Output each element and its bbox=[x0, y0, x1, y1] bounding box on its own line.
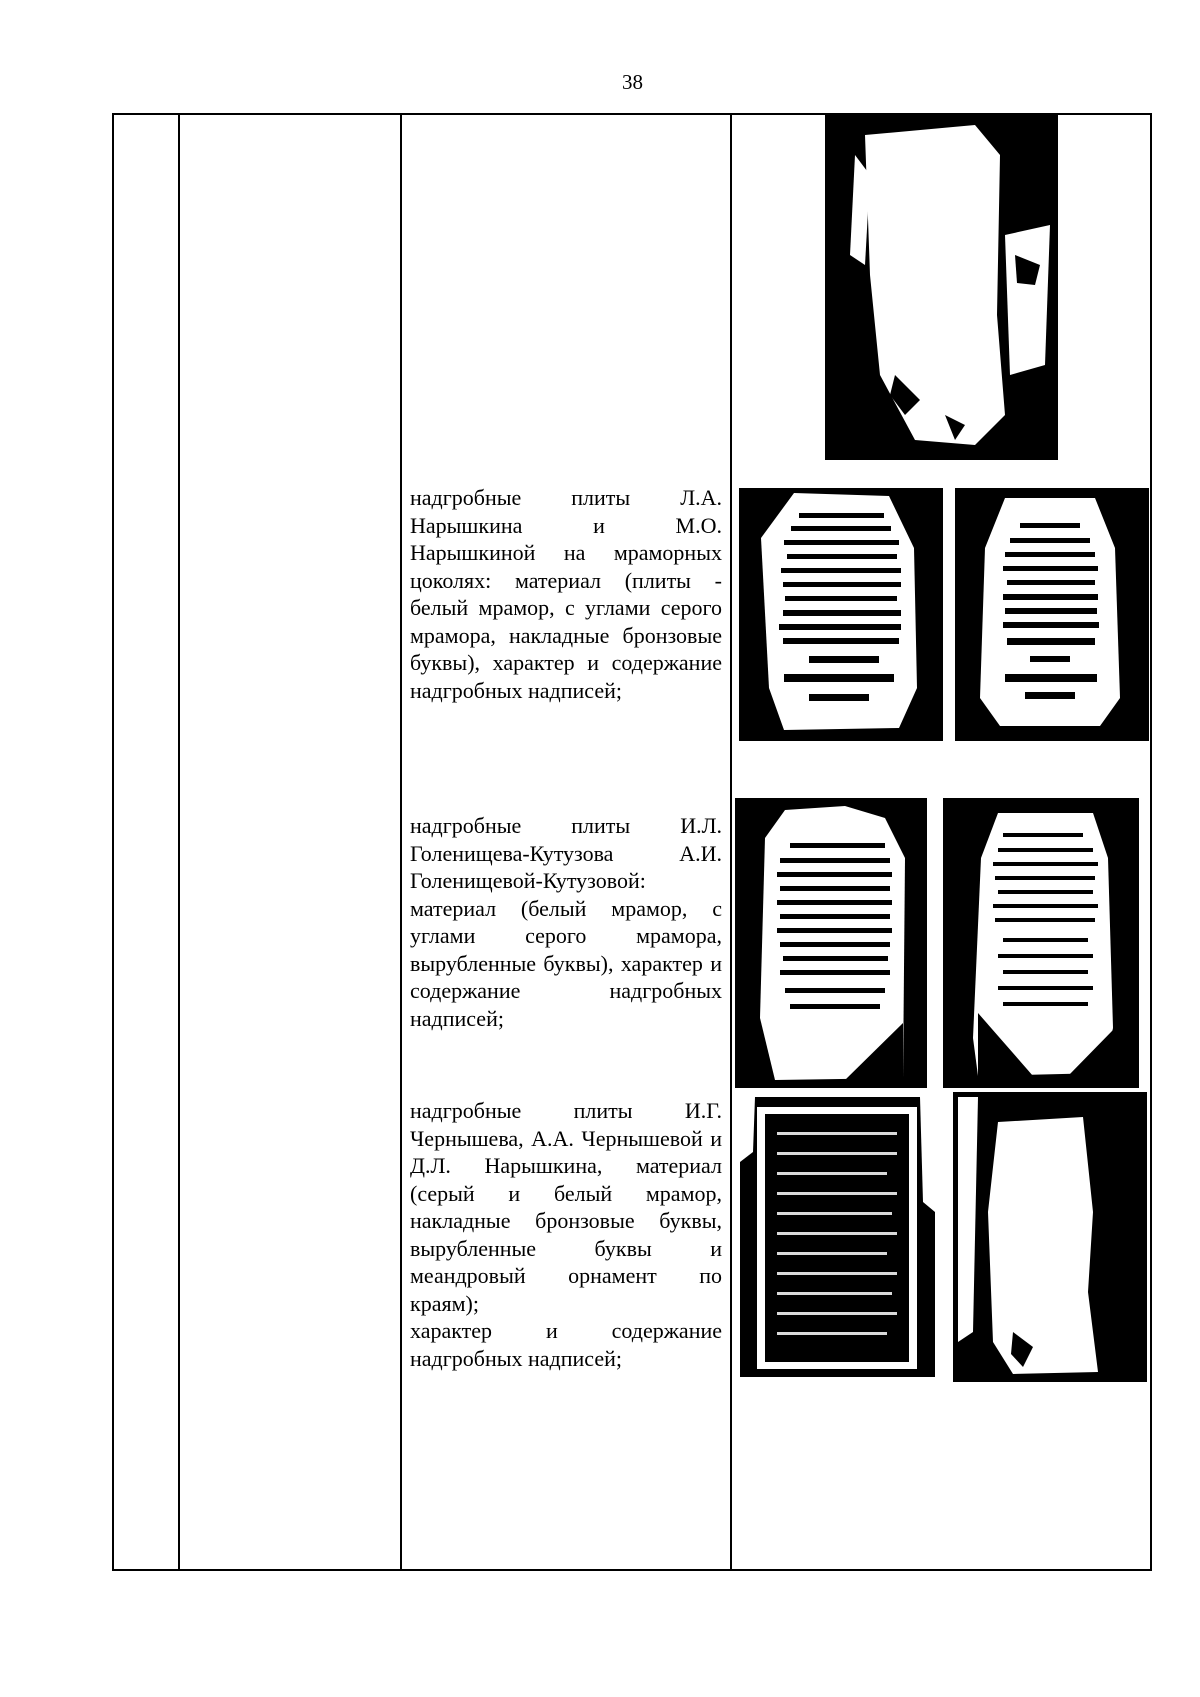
entry-text: надгробные плиты Л.А. Нарышкина и М.О. Нарышкиной на мраморных цоколях: материал (плиты - белый мрамор, с углами серого мрамора, накладные бронзовые буквы), характер и содержание надгробных надписей; bbox=[410, 485, 722, 703]
chernyshev-second-slab-photo bbox=[953, 1092, 1147, 1382]
column-divider-2 bbox=[400, 115, 402, 1569]
golenishchev-kutuzov-il-slab-photo bbox=[735, 798, 927, 1088]
column-divider-1 bbox=[178, 115, 180, 1569]
chernyshev-slab-photo bbox=[735, 1092, 940, 1382]
entry-text: надгробные плиты И.Г. Чернышева, А.А. Чернышевой и Д.Л. Нарышкина, материал (серый и белый мрамор, накладные бронзовые буквы, вырубленные буквы и меандровый орнамент по краям); bbox=[410, 1098, 722, 1316]
entry-text-continuation: характер и содержание надгробных надписей; bbox=[410, 1318, 722, 1371]
golenishcheva-kutuzova-ai-slab-photo bbox=[943, 798, 1139, 1088]
entry-golenishchev-kutuzov-slabs bbox=[410, 812, 722, 1032]
naryshkina-mo-slab-photo bbox=[955, 488, 1149, 741]
column-divider-3 bbox=[730, 115, 732, 1569]
entry-text: надгробные плиты И.Л. Голенищева-Кутузова А.И. Голенищевой-Кутузовой: материал (белый мрамор, с углами серого мрамора, вырубленные буквы), характер и содержание надгробных надписей; bbox=[410, 813, 722, 1031]
slab-photo-top bbox=[825, 115, 1058, 460]
page-number: 38 bbox=[622, 70, 643, 94]
entry-chernyshev-slabs bbox=[410, 1097, 722, 1372]
entry-naryshkin-slabs bbox=[410, 484, 722, 704]
naryshkin-la-slab-photo bbox=[739, 488, 943, 741]
